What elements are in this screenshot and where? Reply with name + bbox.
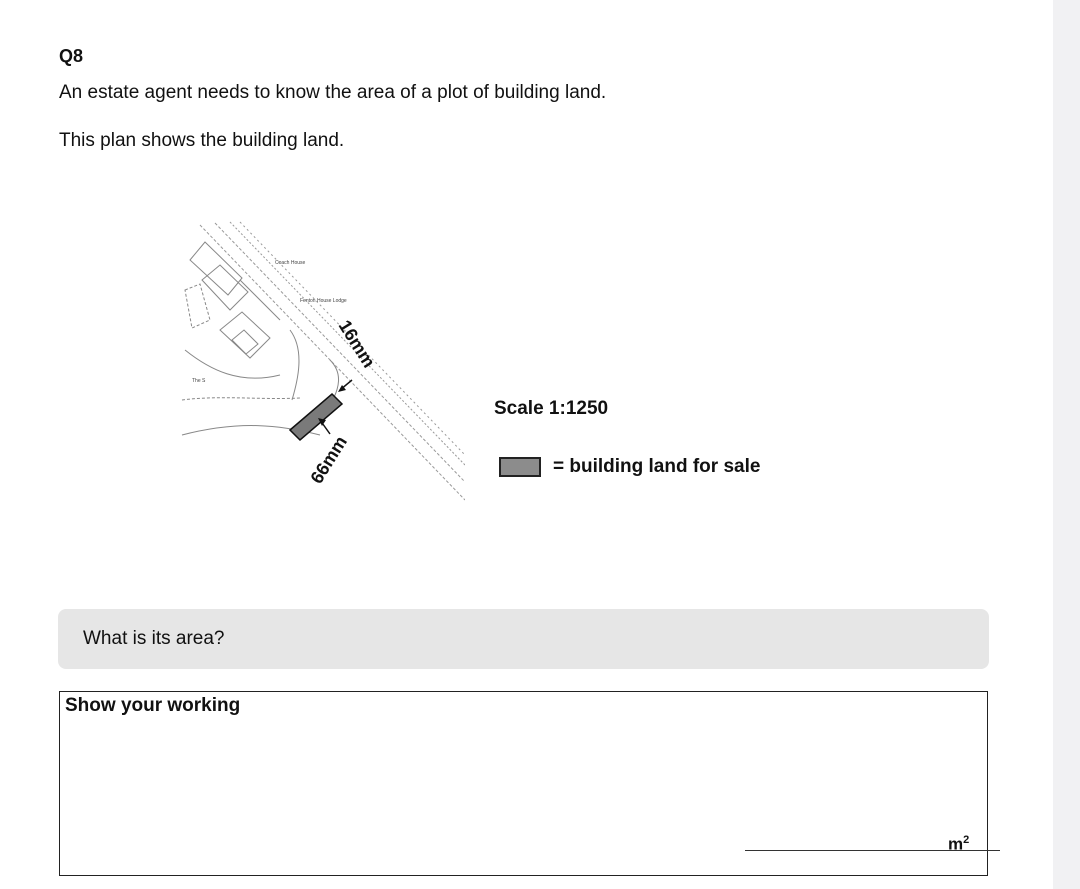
key-label: = building land for sale — [553, 456, 761, 477]
scale-label: Scale 1:1250 — [494, 398, 609, 419]
dimension-label-width: 16mm — [334, 316, 380, 372]
building-outline — [202, 265, 248, 310]
building-outline — [220, 312, 270, 358]
working-label: Show your working — [65, 695, 241, 716]
working-box[interactable] — [59, 691, 988, 876]
building-outline — [232, 330, 258, 354]
dimension-label-length: 66mm — [306, 432, 351, 488]
plan-description: This plan shows the building land. — [59, 130, 345, 151]
question-prompt: What is its area? — [83, 628, 225, 649]
map-label-lodge: Fenton House Lodge — [300, 298, 347, 304]
boundary-line — [182, 398, 300, 400]
boundary-line — [240, 280, 280, 320]
map-label-side: The S — [192, 378, 206, 384]
question-prompt-box — [58, 609, 989, 669]
boundary-line — [185, 350, 280, 378]
answer-unit: $m^2$ — [948, 834, 970, 854]
site-plan-map — [180, 220, 465, 505]
map-key — [499, 456, 760, 478]
question-number: Q8 — [59, 46, 84, 66]
building-outline — [185, 284, 210, 328]
map-label-coach-house: Coach House — [275, 260, 306, 266]
key-swatch — [499, 457, 541, 477]
question-intro: An estate agent needs to know the area of a plot of building land. — [59, 82, 607, 103]
boundary-line — [290, 330, 299, 400]
right-gutter — [1053, 0, 1080, 889]
